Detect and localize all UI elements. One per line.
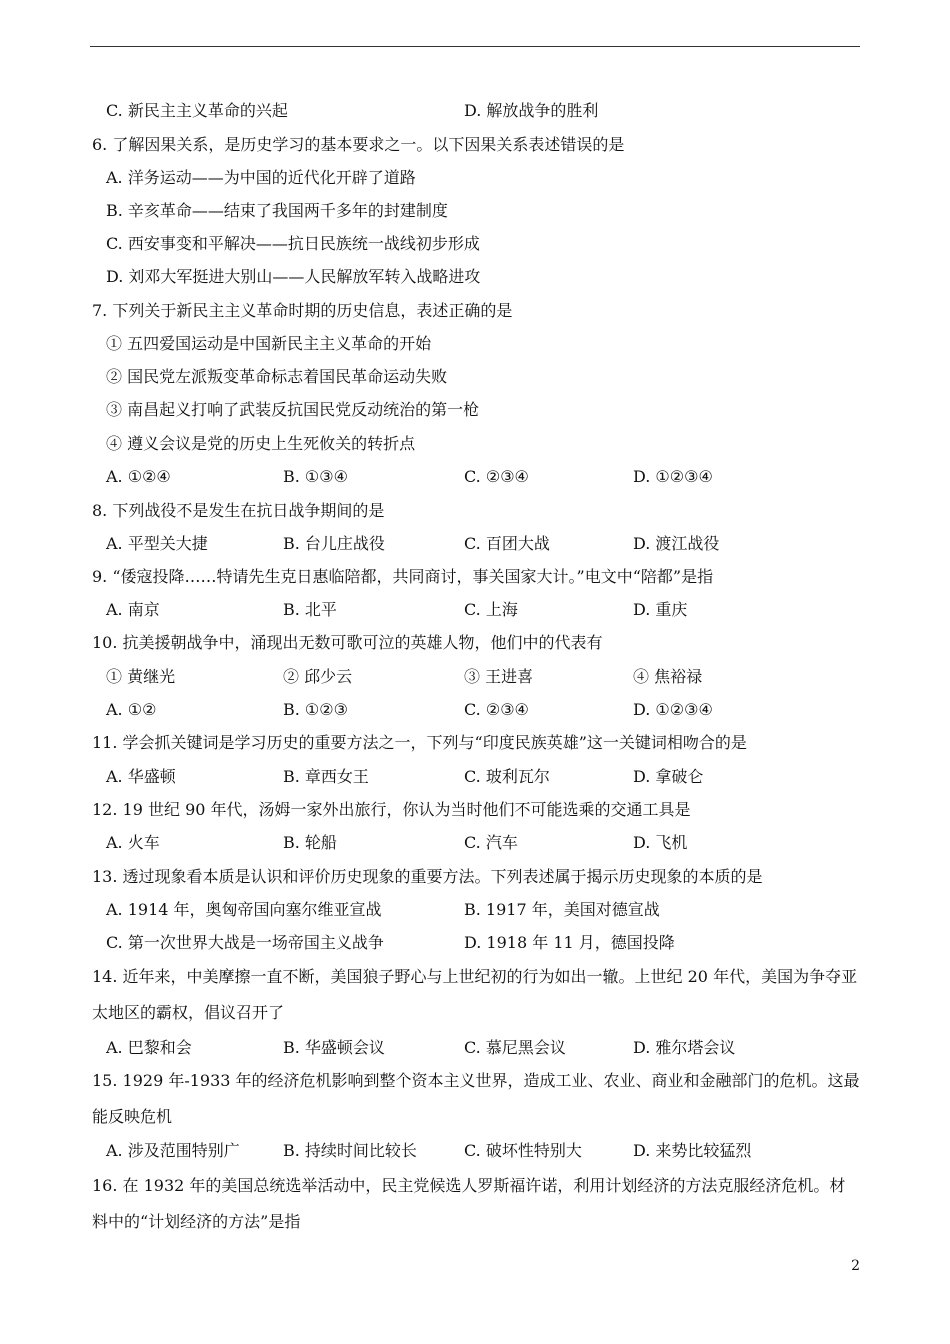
- q8-option-b: B. 台儿庄战役: [283, 534, 385, 553]
- q14-option-a: A. 巴黎和会: [106, 1038, 192, 1057]
- q6-option-d: D. 刘邓大军挺进大别山——人民解放军转入战略进攻: [106, 267, 481, 286]
- q13-option-c: C. 第一次世界大战是一场帝国主义战争: [106, 933, 384, 952]
- q7-statement-1: ① 五四爱国运动是中国新民主主义革命的开始: [106, 334, 432, 353]
- q13-option-b: B. 1917 年，美国对德宣战: [464, 900, 660, 919]
- q12-option-c: C. 汽车: [464, 833, 518, 852]
- q10-option-c: C. ②③④: [464, 700, 529, 719]
- q12-option-a: A. 火车: [106, 833, 160, 852]
- q6-stem: 6. 了解因果关系，是历史学习的基本要求之一。以下因果关系表述错误的是: [92, 135, 625, 154]
- q14-option-d: D. 雅尔塔会议: [633, 1038, 736, 1057]
- q11-option-b: B. 章西女王: [283, 767, 369, 786]
- q7-option-d: D. ①②③④: [633, 467, 713, 486]
- q12-option-b: B. 轮船: [283, 833, 337, 852]
- q10-statement-3: ③ 王进喜: [464, 667, 534, 686]
- q10-statement-2: ② 邱少云: [283, 667, 353, 686]
- q9-stem: 9. “倭寇投降……特请先生克日惠临陪都，共同商讨，事关国家大计。”电文中“陪都”是指: [92, 567, 714, 586]
- q5-option-d: D. 解放战争的胜利: [464, 101, 599, 120]
- q9-option-d: D. 重庆: [633, 600, 688, 619]
- q8-stem: 8. 下列战役不是发生在抗日战争期间的是: [92, 501, 385, 520]
- page-number: 2: [851, 1258, 860, 1274]
- q10-option-d: D. ①②③④: [633, 700, 713, 719]
- q16-stem-line2: 料中的“计划经济的方法”是指: [92, 1212, 301, 1231]
- q14-stem-line1: 14. 近年来，中美摩擦一直不断，美国狼子野心与上世纪初的行为如出一辙。上世纪 20 年代，美国为争夺亚: [92, 967, 858, 986]
- q10-statement-4: ④ 焦裕禄: [633, 667, 703, 686]
- q6-option-c: C. 西安事变和平解决——抗日民族统一战线初步形成: [106, 234, 480, 253]
- q14-stem-line2: 太地区的霸权，倡议召开了: [92, 1003, 285, 1022]
- q6-option-b: B. 辛亥革命——结束了我国两千多年的封建制度: [106, 201, 448, 220]
- q13-option-a: A. 1914 年，奥匈帝国向塞尔维亚宣战: [106, 900, 382, 919]
- q14-option-b: B. 华盛顿会议: [283, 1038, 385, 1057]
- q12-stem: 12. 19 世纪 90 年代，汤姆一家外出旅行，你认为当时他们不可能选乘的交通工具是: [92, 800, 691, 819]
- q7-statement-2: ② 国民党左派叛变革命标志着国民革命运动失败: [106, 367, 448, 386]
- q6-option-a: A. 洋务运动——为中国的近代化开辟了道路: [106, 168, 416, 187]
- q7-statement-4: ④ 遵义会议是党的历史上生死攸关的转折点: [106, 434, 416, 453]
- q9-option-b: B. 北平: [283, 600, 337, 619]
- q12-option-d: D. 飞机: [633, 833, 688, 852]
- header-rule: [90, 46, 860, 47]
- q7-stem: 7. 下列关于新民主主义革命时期的历史信息，表述正确的是: [92, 301, 513, 320]
- q7-option-b: B. ①③④: [283, 467, 348, 486]
- q7-option-c: C. ②③④: [464, 467, 529, 486]
- q10-option-a: A. ①②: [106, 700, 157, 719]
- q8-option-d: D. 渡江战役: [633, 534, 720, 553]
- q11-stem: 11. 学会抓关键词是学习历史的重要方法之一，下列与“印度民族英雄”这一关键词相吻合的是: [92, 733, 747, 752]
- q15-option-a: A. 涉及范围特别广: [106, 1141, 240, 1160]
- q11-option-c: C. 玻利瓦尔: [464, 767, 550, 786]
- q11-option-a: A. 华盛顿: [106, 767, 176, 786]
- q15-option-d: D. 来势比较猛烈: [633, 1141, 752, 1160]
- q11-option-d: D. 拿破仑: [633, 767, 704, 786]
- q15-stem-line1: 15. 1929 年-1933 年的经济危机影响到整个资本主义世界，造成工业、农业、商业和金融部门的危机。这最: [92, 1071, 860, 1090]
- q13-option-d: D. 1918 年 11 月，德国投降: [464, 933, 675, 952]
- q10-option-b: B. ①②③: [283, 700, 348, 719]
- q9-option-a: A. 南京: [106, 600, 160, 619]
- q7-statement-3: ③ 南昌起义打响了武装反抗国民党反动统治的第一枪: [106, 400, 480, 419]
- q8-option-c: C. 百团大战: [464, 534, 550, 553]
- q5-option-c: C. 新民主主义革命的兴起: [106, 101, 288, 120]
- q13-stem: 13. 透过现象看本质是认识和评价历史现象的重要方法。下列表述属于揭示历史现象的本质的是: [92, 867, 763, 886]
- q8-option-a: A. 平型关大捷: [106, 534, 208, 553]
- q10-statement-1: ① 黄继光: [106, 667, 176, 686]
- q9-option-c: C. 上海: [464, 600, 518, 619]
- q15-stem-line2: 能反映危机: [92, 1107, 173, 1126]
- q7-option-a: A. ①②④: [106, 467, 171, 486]
- q15-option-b: B. 持续时间比较长: [283, 1141, 417, 1160]
- q14-option-c: C. 慕尼黑会议: [464, 1038, 566, 1057]
- q10-stem: 10. 抗美援朝战争中，涌现出无数可歌可泣的英雄人物，他们中的代表有: [92, 633, 603, 652]
- q15-option-c: C. 破坏性特别大: [464, 1141, 582, 1160]
- q16-stem-line1: 16. 在 1932 年的美国总统选举活动中，民主党候选人罗斯福许诺，利用计划经济的方法克服经济危机。材: [92, 1176, 846, 1195]
